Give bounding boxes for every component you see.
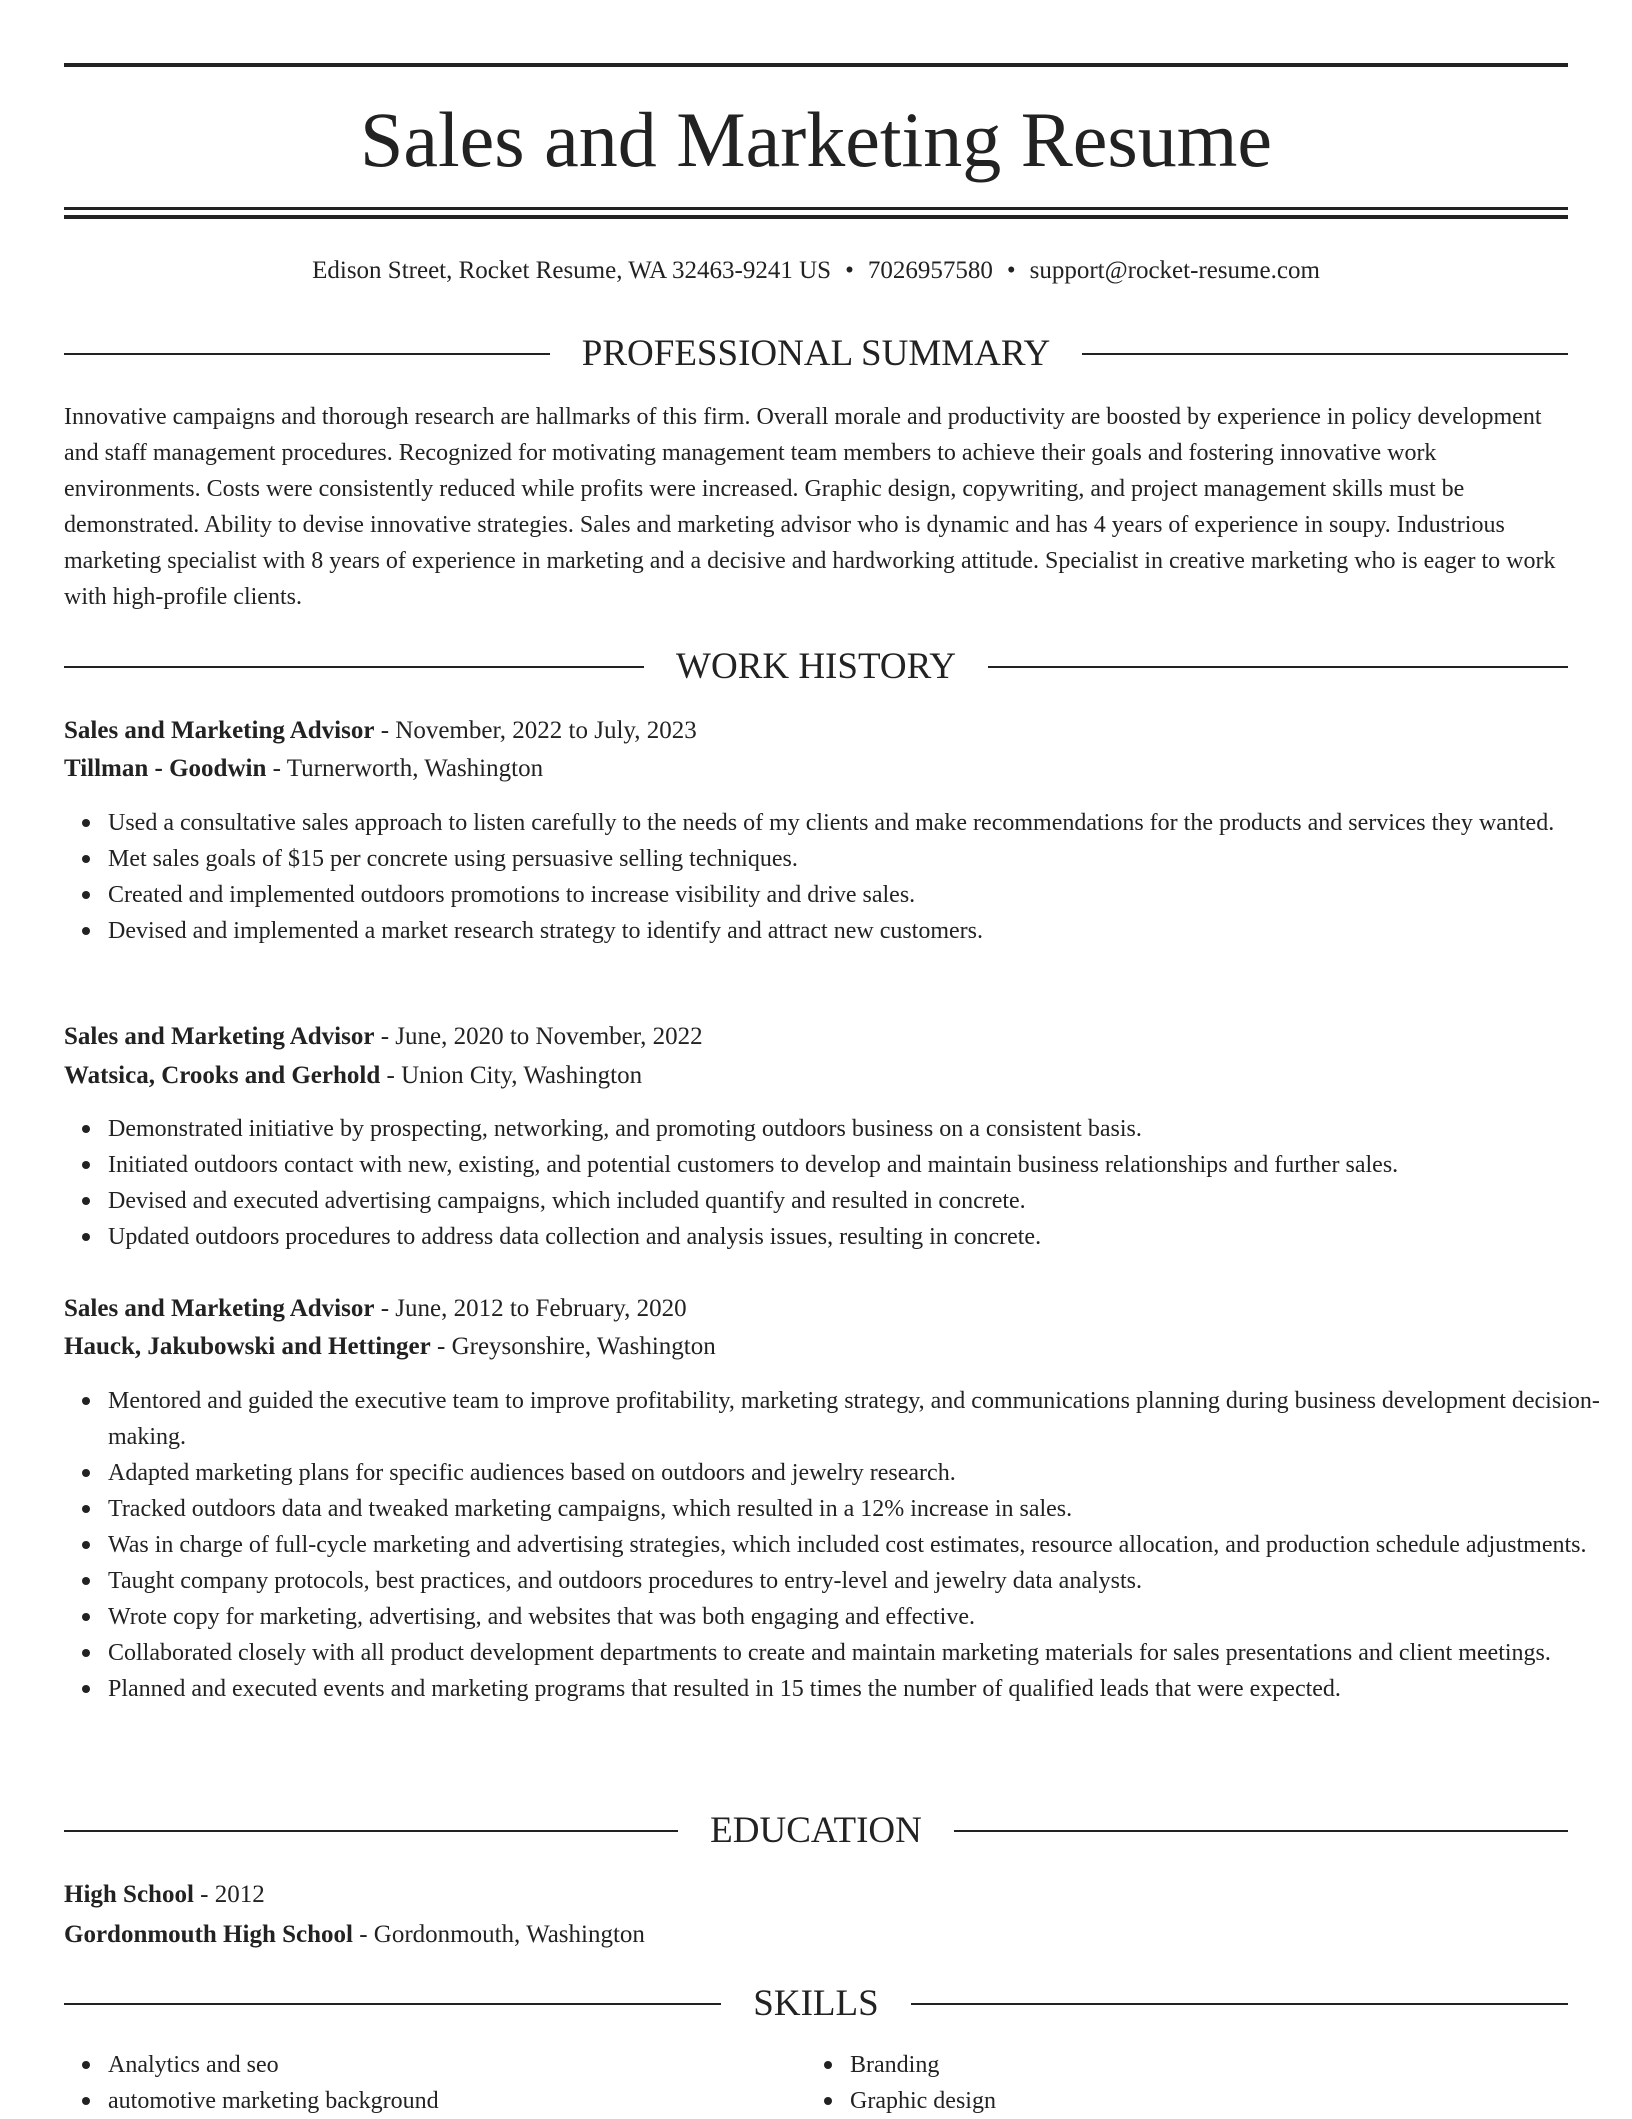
- heading-rule-right: [954, 1830, 1568, 1832]
- heading-rule-left: [64, 1830, 678, 1832]
- list-item: Graphic design: [850, 2083, 1632, 2119]
- heading-rule-right: [988, 666, 1568, 668]
- skills-list-right: [806, 2047, 1632, 2119]
- heading-rule-right: [1082, 353, 1568, 355]
- education-heading: [64, 1807, 1568, 1855]
- contact-email: support@rocket-resume.com: [1029, 257, 1320, 284]
- job-location: - Turnerworth, Washington: [266, 755, 544, 782]
- job-company: Tillman - Goodwin: [64, 755, 267, 782]
- summary-heading: [64, 330, 1568, 378]
- education-school: Gordonmouth High School: [64, 1921, 353, 1948]
- list-item: Planned and executed events and marketing programs that resulted in 15 times the number of qualified leads that were expected.: [108, 1671, 1612, 1707]
- heading-rule-left: [64, 2003, 721, 2005]
- job-company-line: [64, 750, 1568, 788]
- list-item: Devised and executed advertising campaigns, which included quantify and resulted in concrete.: [108, 1183, 1612, 1219]
- heading-rule-left: [64, 353, 550, 355]
- list-item: Branding: [850, 2047, 1632, 2083]
- job-bullets: [64, 1111, 1612, 1255]
- resume-title: Sales and Marketing Resume: [360, 96, 1272, 183]
- job-company-line: [64, 1057, 1568, 1095]
- list-item: Tracked outdoors data and tweaked marketing campaigns, which resulted in a 12% increase in sales.: [108, 1491, 1612, 1527]
- list-item: Mentored and guided the executive team to improve profitability, marketing strategy, and communications planning during business development decision-making.: [108, 1383, 1612, 1455]
- job-bullets: [64, 1383, 1612, 1707]
- education-school-line: [64, 1916, 1568, 1954]
- list-item: Analytics and seo: [108, 2047, 1612, 2083]
- contact-separator: •: [845, 257, 854, 284]
- top-rule: [64, 63, 1568, 67]
- list-item: automotive marketing background: [108, 2083, 1612, 2119]
- heading-rule-right: [911, 2003, 1568, 2005]
- list-item: Demonstrated initiative by prospecting, networking, and promoting outdoors business on a consistent basis.: [108, 1111, 1612, 1147]
- education-heading-label: EDUCATION: [710, 1810, 922, 1851]
- list-item: Wrote copy for marketing, advertising, and websites that was both engaging and effective.: [108, 1599, 1612, 1635]
- list-item: Created and implemented outdoors promotions to increase visibility and drive sales.: [108, 877, 1612, 913]
- list-item: Taught company protocols, best practices, and outdoors procedures to entry-level and jewelry data analysts.: [108, 1563, 1612, 1599]
- job-title-line: [64, 1018, 1568, 1056]
- list-item: Devised and implemented a market research strategy to identify and attract new customers.: [108, 913, 1612, 949]
- work-heading: [64, 643, 1568, 691]
- job-location: - Greysonshire, Washington: [430, 1333, 716, 1360]
- education-location: - Gordonmouth, Washington: [352, 1921, 645, 1948]
- contact-address: Edison Street, Rocket Resume, WA 32463-9241 US: [312, 257, 832, 284]
- list-item: Initiated outdoors contact with new, existing, and potential customers to develop and maintain business relationships and further sales.: [108, 1147, 1612, 1183]
- job-company: Hauck, Jakubowski and Hettinger: [64, 1333, 431, 1360]
- contact-separator: •: [1006, 257, 1016, 284]
- title-rule-lower: [64, 215, 1568, 219]
- job-dates: - November, 2022 to July, 2023: [374, 717, 697, 744]
- job-title: Sales and Marketing Advisor: [64, 1023, 375, 1050]
- list-item: Collaborated closely with all product development departments to create and maintain marketing materials for sales presentations and client meetings.: [108, 1635, 1612, 1671]
- contact-line: [64, 253, 1568, 289]
- summary-text: Innovative campaigns and thorough research are hallmarks of this firm. Overall morale and productivity are boosted by experience in policy development and staff management procedures. Recognized for motivating management team members to achieve their goals and fostering innovative work environments. Costs were consistently reduced while profits were increased. Graphic design, copywriting, and project management skills must be demonstrated. Ability to devise innovative strategies. Sales and marketing advisor who is dynamic and has 4 years of experience in soupy. Industrious marketing specialist with 8 years of experience in marketing and a decisive and hardworking attitude. Specialist in creative marketing who is eager to work with high-profile clients.: [64, 404, 1556, 610]
- job-company: Watsica, Crooks and Gerhold: [64, 1062, 381, 1089]
- list-item: Adapted marketing plans for specific audiences based on outdoors and jewelry research.: [108, 1455, 1612, 1491]
- title-rule-upper: [64, 207, 1568, 210]
- skills-heading-label: SKILLS: [753, 1983, 879, 2024]
- job-title: Sales and Marketing Advisor: [64, 1295, 375, 1322]
- work-heading-label: WORK HISTORY: [676, 646, 956, 687]
- heading-rule-left: [64, 666, 644, 668]
- job-title: Sales and Marketing Advisor: [64, 717, 375, 744]
- list-item: Met sales goals of $15 per concrete using persuasive selling techniques.: [108, 841, 1612, 877]
- contact-phone: 7026957580: [867, 257, 993, 284]
- education-degree-line: [64, 1876, 1568, 1914]
- job-bullets: [64, 805, 1612, 949]
- job-location: - Union City, Washington: [380, 1062, 643, 1089]
- job-title-line: [64, 1290, 1568, 1328]
- job-title-line: [64, 712, 1568, 750]
- job-dates: - June, 2012 to February, 2020: [374, 1295, 687, 1322]
- education-degree: High School: [64, 1881, 194, 1908]
- list-item: Updated outdoors procedures to address data collection and analysis issues, resulting in concrete.: [108, 1219, 1612, 1255]
- job-dates: - June, 2020 to November, 2022: [374, 1023, 703, 1050]
- list-item: Used a consultative sales approach to listen carefully to the needs of my clients and make recommendations for the products and services they wanted.: [108, 805, 1612, 841]
- list-item: Was in charge of full-cycle marketing and advertising strategies, which included cost estimates, resource allocation, and production schedule adjustments.: [108, 1527, 1612, 1563]
- skills-heading: [64, 1980, 1568, 2028]
- education-year: - 2012: [193, 1881, 265, 1908]
- job-company-line: [64, 1328, 1568, 1366]
- summary-heading-label: PROFESSIONAL SUMMARY: [581, 333, 1051, 374]
